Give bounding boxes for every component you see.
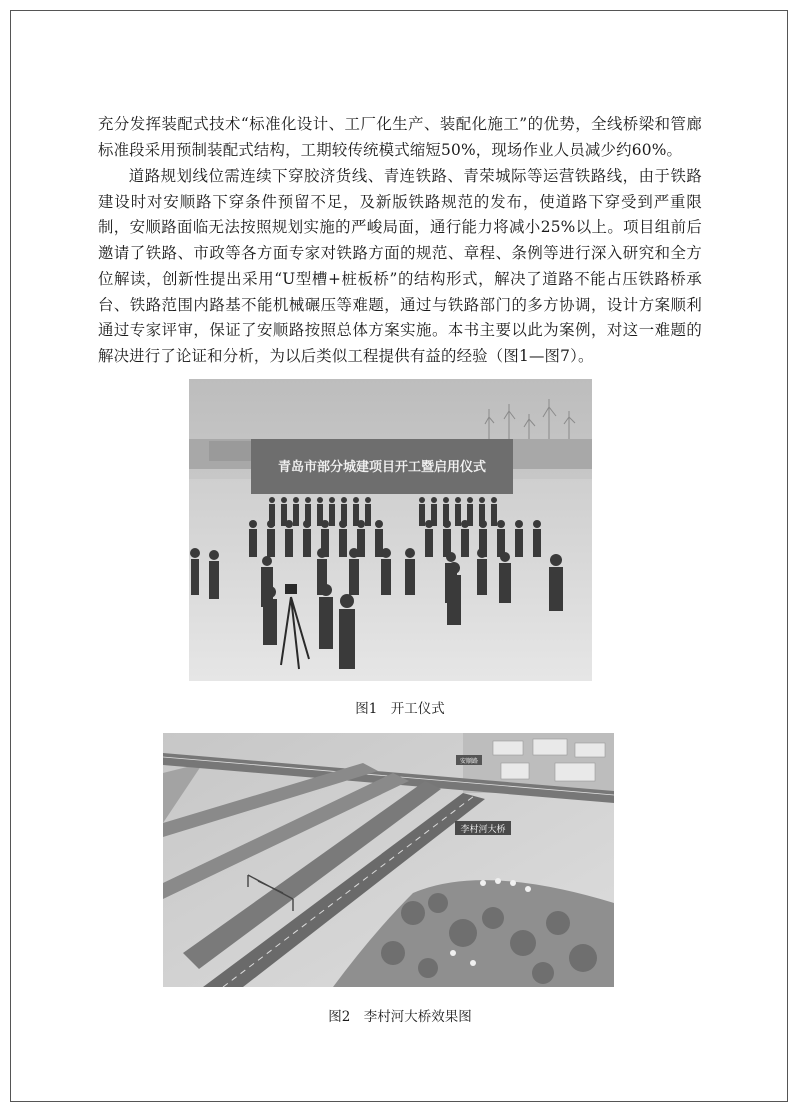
figure2-caption: 图2 李村河大桥效果图: [328, 1009, 472, 1025]
figure1-caption: 图1 开工仪式: [355, 701, 445, 717]
figure-ceremony-photo: [189, 379, 592, 681]
road-sign-text: 安顺路: [459, 758, 479, 765]
paragraph-1: 充分发挥装配式技术“标准化设计、工厂化生产、装配化施工”的优势，全线桥梁和管廊标准段采用预制装配式结构，工期较传统模式缩短50%，现场作业人员减少约60%。: [98, 115, 702, 159]
figure-bridge-rendering: [163, 733, 614, 987]
banner-text: 青岛市部分城建项目开工暨启用仪式: [277, 460, 487, 475]
paragraph-2: 道路规划线位需连续下穿胶济货线、青连铁路、青荣城际等运营铁路线，由于铁路建设时对安顺路下穿条件预留不足，及新版铁路规范的发布，使道路下穿受到严重限制，安顺路面临无法按照规划实施的严峻局面，通行能力将减小25%以上。项目组前后邀请了铁路、市政等各方面专家对铁路方面的规范、章程、条例等进行深入研究和全方位解读，创新性提出采用“U型槽+桩板桥”的结构形式，解决了道路不能占压铁路桥承台、铁路范围内路基不能机械碾压等难题，通过与铁路部门的多方协调，设计方案顺利通过专家评审，保证了安顺路按照总体方案实施。本书主要以此为案例，对这一难题的解决进行了论证和分析，为以后类似工程提供有益的经验（图1—图7）。: [98, 167, 702, 365]
bridge-sign-text: 李村河大桥: [460, 825, 506, 835]
